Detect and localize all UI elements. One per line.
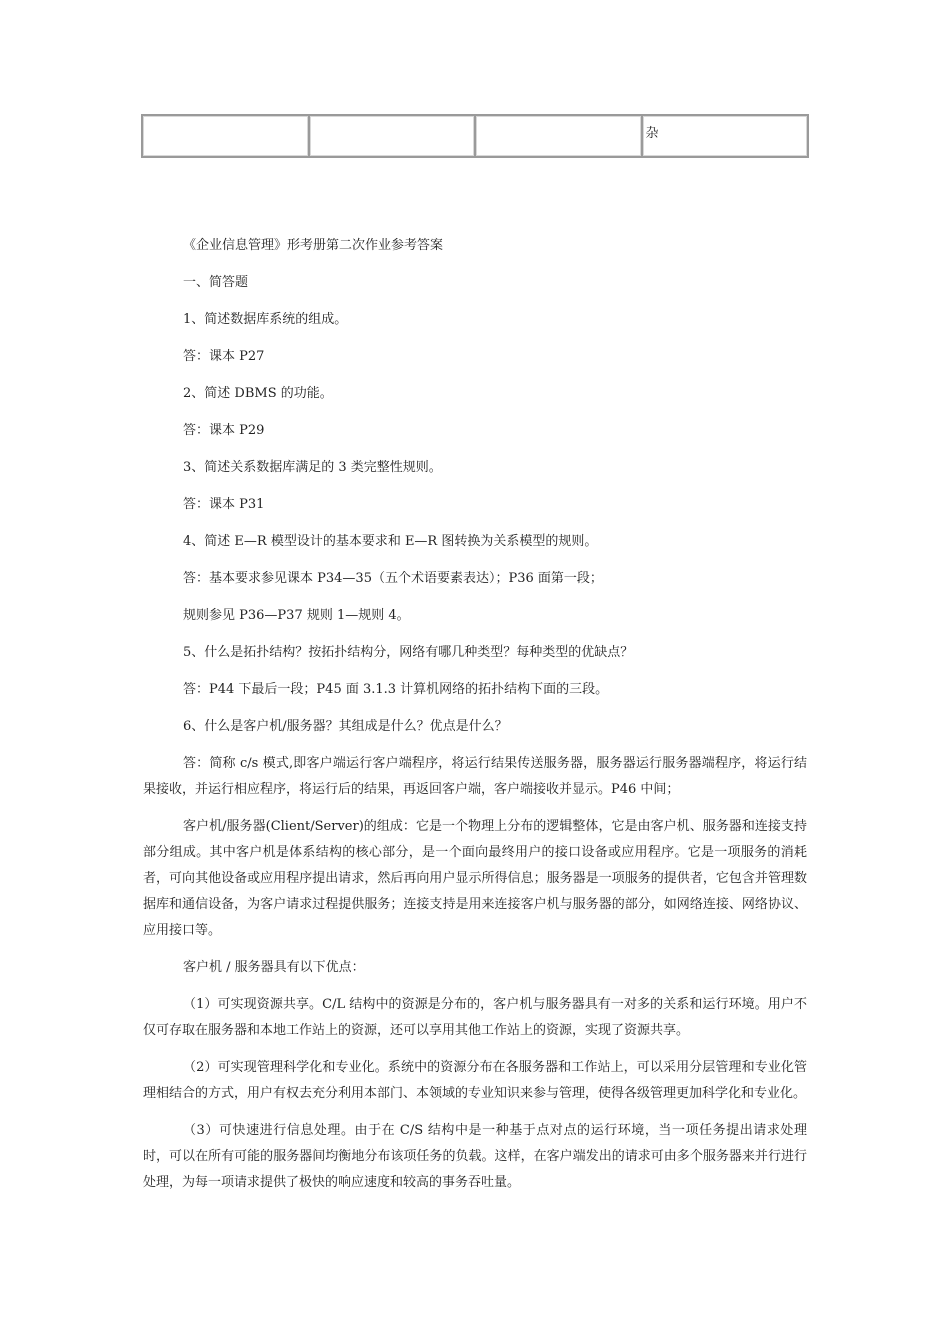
advantage-1-paragraph: （1）可实现资源共享。C/L 结构中的资源是分布的，客户机与服务器具有一对多的关系和运行环境。用户不仅可存取在服务器和本地工作站上的资源，还可以享用其他工作站上的资源，实现了资源共享。 xyxy=(143,997,807,1038)
answer-4: 答：基本要求参见课本 P34—35（五个术语要素表达）；P36 面第一段； xyxy=(183,571,603,586)
table-cell xyxy=(142,115,309,157)
answer-3: 答：课本 P31 xyxy=(183,497,265,512)
answer-6-paragraph: 答：简称 c/s 模式,即客户端运行客户端程序，将运行结果传送服务器，服务器运行服务器端程序，将运行结果接收，并运行相应程序，将运行后的结果，再返回客户端，客户端接收并显示。P46 中间； xyxy=(143,756,807,797)
question-4: 4、简述 E—R 模型设计的基本要求和 E—R 图转换为关系模型的规则。 xyxy=(183,534,598,549)
answer-2: 答：课本 P29 xyxy=(183,423,265,438)
section-heading: 一、简答题 xyxy=(183,275,249,290)
advantage-2-paragraph: （2）可实现管理科学化和专业化。系统中的资源分布在各服务器和工作站上，可以采用分层管理和专业化管理相结合的方式，用户有权去充分利用本部门、本领域的专业知识来参与管理，使得各级管理更加科学化和专业化。 xyxy=(143,1060,807,1101)
table-cell: 杂 xyxy=(642,115,809,157)
question-3: 3、简述关系数据库满足的 3 类完整性规则。 xyxy=(183,460,442,475)
question-1: 1、简述数据库系统的组成。 xyxy=(183,312,348,327)
answer-4-continued: 规则参见 P36—P37 规则 1—规则 4。 xyxy=(183,608,410,623)
question-2: 2、简述 DBMS 的功能。 xyxy=(183,386,333,401)
table-cell xyxy=(475,115,642,157)
answer-5: 答：P44 下最后一段；P45 面 3.1.3 计算机网络的拓扑结构下面的三段。 xyxy=(183,682,609,697)
question-6: 6、什么是客户机/服务器？其组成是什么？优点是什么？ xyxy=(183,719,508,734)
advantages-heading: 客户机 / 服务器具有以下优点： xyxy=(183,960,365,975)
table-row xyxy=(142,115,808,157)
question-5: 5、什么是拓扑结构？按拓扑结构分，网络有哪几种类型？每种类型的优缺点？ xyxy=(183,645,634,660)
table-cell xyxy=(309,115,476,157)
composition-paragraph: 客户机/服务器(Client/Server)的组成：它是一个物理上分布的逻辑整体，它是由客户机、服务器和连接支持部分组成。其中客户机是体系结构的核心部分，是一个面向最终用户的接口设备或应用程序。它是一项服务的消耗者，可向其他设备或应用程序提出请求，然后再向用户显示所得信息；服务器是一项服务的提供者，它包含并管理数据库和通信设备，为客户请求过程提供服务；连接支持是用来连接客户机与服务器的部分，如网络连接、网络协议、应用接口等。 xyxy=(143,819,807,938)
header-table xyxy=(141,114,809,158)
advantage-3-paragraph: （3）可快速进行信息处理。由于在 C/S 结构中是一种基于点对点的运行环境，当一项任务提出请求处理时，可以在所有可能的服务器间均衡地分布该项任务的负载。这样，在客户端发出的请求可由多个服务器来并行进行处理，为每一项请求提供了极快的响应速度和较高的事务吞吐量。 xyxy=(143,1123,807,1190)
document-title: 《企业信息管理》形考册第二次作业参考答案 xyxy=(183,238,444,253)
document-body xyxy=(143,233,807,1207)
answer-1: 答：课本 P27 xyxy=(183,349,265,364)
